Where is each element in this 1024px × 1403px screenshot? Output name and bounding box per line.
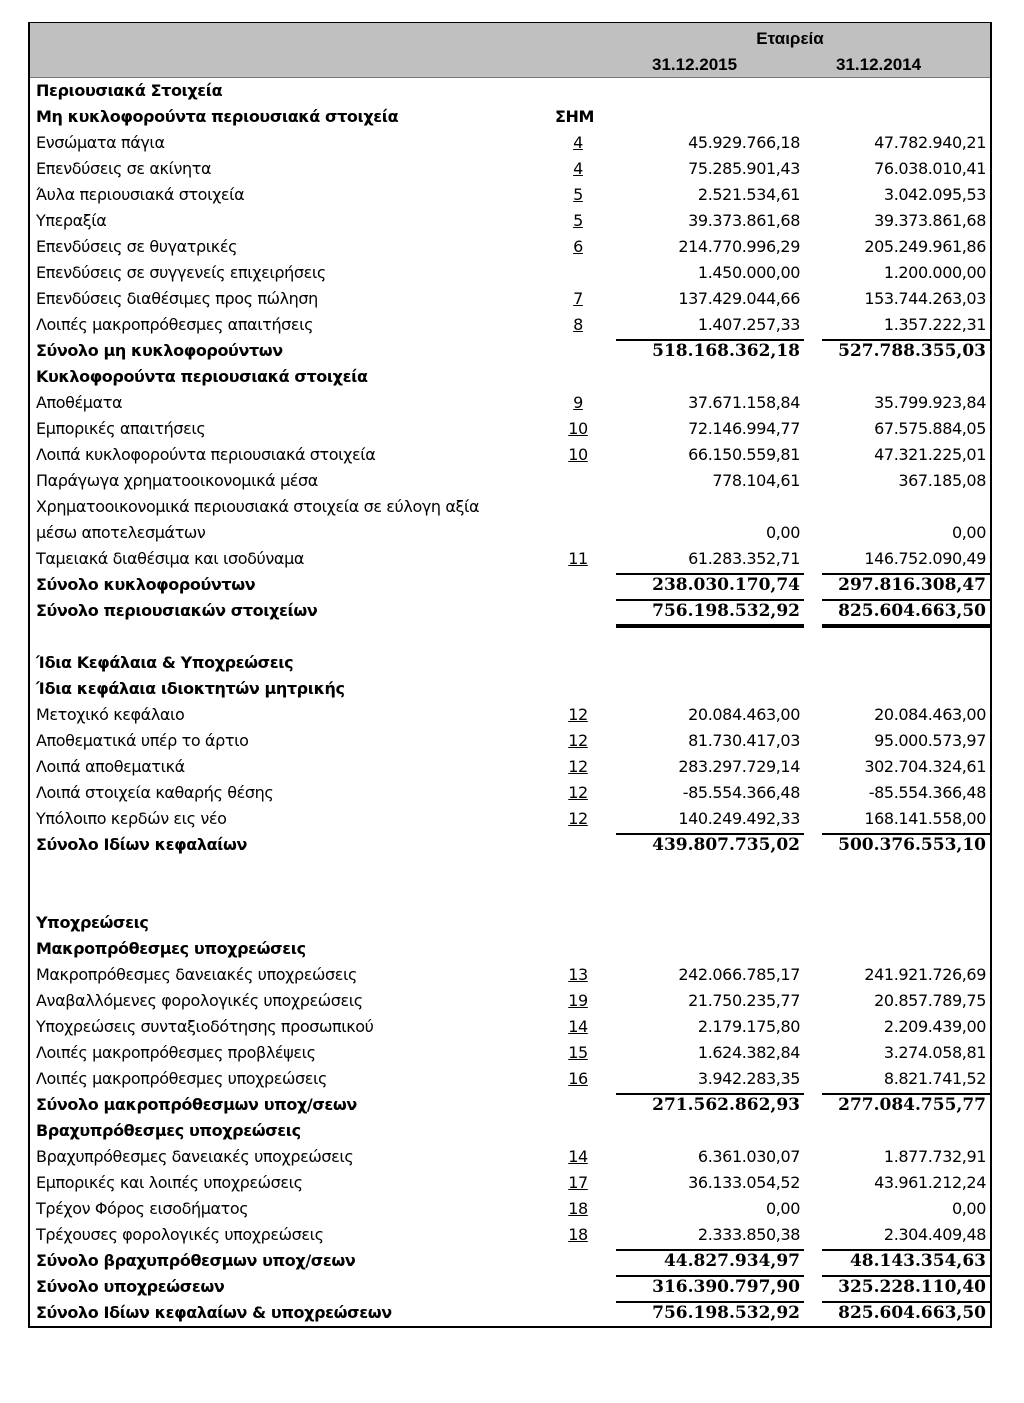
note-reference: 10 (568, 445, 588, 464)
row-label: Επενδύσεις σε συγγενείς επιχειρήσεις (36, 263, 326, 282)
row-label: Μετοχικό κεφάλαιο (36, 705, 185, 724)
value-2014: 3.274.058,81 (883, 1043, 986, 1062)
total-row (30, 832, 990, 858)
table-row (30, 702, 990, 728)
table-row (30, 468, 990, 494)
value-2014: 20.857.789,75 (874, 991, 986, 1010)
row-label: Αποθεματικά υπέρ το άρτιο (36, 731, 249, 750)
value-2015: 1.624.382,84 (697, 1043, 800, 1062)
note-reference: 11 (568, 549, 588, 568)
table-row (30, 416, 990, 442)
value-2014: 0,00 (951, 523, 986, 542)
value-2014: 168.141.558,00 (864, 809, 986, 828)
value-2015: 778.104,61 (712, 471, 800, 490)
table-row (30, 390, 990, 416)
row-label: Υπεραξία (36, 211, 107, 230)
row-label: Σύνολο κυκλοφορούντων (36, 575, 256, 594)
value-2014: 297.816.308,47 (826, 572, 986, 598)
date-column-2014: 31.12.2014 (836, 55, 922, 74)
note-reference: 18 (568, 1199, 588, 1218)
row-label: Λοιπά στοιχεία καθαρής θέσης (36, 783, 274, 802)
row-label: Άυλα περιουσιακά στοιχεία (36, 185, 245, 204)
note-reference: 14 (568, 1147, 588, 1166)
total-row (30, 1248, 990, 1274)
row-label: Μη κυκλοφορούντα περιουσιακά στοιχεία (36, 107, 399, 126)
value-2014: 3.042.095,53 (883, 185, 986, 204)
note-reference: 4 (573, 159, 583, 178)
value-2014: 2.304.409,48 (883, 1225, 986, 1244)
note-reference: 18 (568, 1225, 588, 1244)
value-2015: 75.285.901,43 (688, 159, 800, 178)
value-2014: 76.038.010,41 (874, 159, 986, 178)
note-reference: 4 (573, 133, 583, 152)
value-2014: 43.961.212,24 (874, 1173, 986, 1192)
row-label: Ίδια Κεφάλαια & Υποχρεώσεις (36, 653, 294, 672)
value-2015: 6.361.030,07 (697, 1147, 800, 1166)
table-row (30, 728, 990, 754)
value-2015: 21.750.235,77 (688, 991, 800, 1010)
value-2015: 756.198.532,92 (620, 1300, 800, 1326)
section-heading (30, 364, 990, 390)
row-label: Σύνολο Ιδίων κεφαλαίων & υποχρεώσεων (36, 1303, 392, 1322)
table-row (30, 962, 990, 988)
balance-sheet (28, 22, 992, 1328)
value-2014: 825.604.663,50 (826, 1300, 986, 1326)
value-2014: 146.752.090,49 (864, 549, 986, 568)
row-label: Σύνολο βραχυπρόθεσμων υποχ/σεων (36, 1251, 356, 1270)
value-2014: 2.209.439,00 (883, 1017, 986, 1036)
value-2014: 39.373.861,68 (874, 211, 986, 230)
value-2015: 238.030.170,74 (620, 572, 800, 598)
table-row (30, 208, 990, 234)
row-label: Ίδια κεφάλαια ιδιοκτητών μητρικής (36, 679, 345, 698)
grand-total-row (30, 598, 990, 624)
value-2015: 1.407.257,33 (697, 315, 800, 334)
row-label: Λοιπές μακροπρόθεσμες υποχρεώσεις (36, 1069, 327, 1088)
row-label: Τρέχουσες φορολογικές υποχρεώσεις (36, 1225, 324, 1244)
row-label: Μακροπρόθεσμες δανειακές υποχρεώσεις (36, 965, 357, 984)
table-row (30, 520, 990, 546)
row-label: μέσω αποτελεσμάτων (36, 523, 206, 542)
total-row (30, 338, 990, 364)
value-2015: 140.249.492,33 (678, 809, 800, 828)
note-reference: 19 (568, 991, 588, 1010)
table-row (30, 988, 990, 1014)
value-2014: 0,00 (951, 1199, 986, 1218)
value-2014: 67.575.884,05 (874, 419, 986, 438)
row-label: Υποχρεώσεις συνταξιοδότησης προσωπικού (36, 1017, 374, 1036)
table-row (30, 1196, 990, 1222)
value-2015: 20.084.463,00 (688, 705, 800, 724)
row-label: Σύνολο υποχρεώσεων (36, 1277, 225, 1296)
note-reference: 12 (568, 731, 588, 750)
table-row (30, 182, 990, 208)
value-2015: 2.521.534,61 (697, 185, 800, 204)
row-label: Υποχρεώσεις (36, 913, 149, 932)
value-2014: 1.877.732,91 (883, 1147, 986, 1166)
row-label: Λοιπές μακροπρόθεσμες απαιτήσεις (36, 315, 314, 334)
row-label: Μακροπρόθεσμες υποχρεώσεις (36, 939, 306, 958)
table-row (30, 234, 990, 260)
value-2014: 241.921.726,69 (864, 965, 986, 984)
note-reference: 5 (573, 185, 583, 204)
row-label: Σύνολο μη κυκλοφορούντων (36, 341, 283, 360)
row-label: Σύνολο Ιδίων κεφαλαίων (36, 835, 248, 854)
table-row (30, 1144, 990, 1170)
row-label: Εμπορικές και λοιπές υποχρεώσεις (36, 1173, 303, 1192)
row-label: Κυκλοφορούντα περιουσιακά στοιχεία (36, 367, 368, 386)
note-reference: 12 (568, 783, 588, 802)
table-row (30, 156, 990, 182)
note-reference: 14 (568, 1017, 588, 1036)
value-2015: 271.562.862,93 (620, 1092, 800, 1118)
value-2014: 47.782.940,21 (874, 133, 986, 152)
note-reference: 12 (568, 757, 588, 776)
section-heading (30, 936, 990, 962)
value-2015: 2.333.850,38 (697, 1225, 800, 1244)
note-reference: 9 (573, 393, 583, 412)
value-2014: 1.200.000,00 (883, 263, 986, 282)
row-label: Εμπορικές απαιτήσεις (36, 419, 206, 438)
section-heading (30, 1118, 990, 1144)
notes-column-header: ΣΗΜ (555, 107, 595, 126)
value-2015: 242.066.785,17 (678, 965, 800, 984)
row-label: Αναβαλλόμενες φορολογικές υποχρεώσεις (36, 991, 363, 1010)
table-header (30, 23, 990, 78)
section-heading (30, 676, 990, 702)
value-2015: 2.179.175,80 (697, 1017, 800, 1036)
table-row (30, 286, 990, 312)
value-2015: 45.929.766,18 (688, 133, 800, 152)
section-heading (30, 78, 990, 104)
note-reference: 17 (568, 1173, 588, 1192)
value-2015: 316.390.797,90 (620, 1274, 800, 1300)
row-label: Περιουσιακά Στοιχεία (36, 81, 223, 100)
value-2015: 39.373.861,68 (688, 211, 800, 230)
row-label: Βραχυπρόθεσμες δανειακές υποχρεώσεις (36, 1147, 354, 1166)
value-2015: 439.807.735,02 (620, 832, 800, 858)
value-2014: 527.788.355,03 (826, 338, 986, 364)
table-row (30, 1222, 990, 1248)
value-2015: 1.450.000,00 (697, 263, 800, 282)
value-2015: 72.146.994,77 (688, 419, 800, 438)
spacer-row (30, 858, 990, 884)
total-row (30, 1274, 990, 1300)
value-2014: 47.321.225,01 (874, 445, 986, 464)
value-2014: 325.228.110,40 (826, 1274, 986, 1300)
table-row (30, 1040, 990, 1066)
note-reference: 10 (568, 419, 588, 438)
value-2015: 283.297.729,14 (678, 757, 800, 776)
value-2015: 81.730.417,03 (688, 731, 800, 750)
table-row (30, 780, 990, 806)
value-2015: 214.770.996,29 (678, 237, 800, 256)
value-2015: 44.827.934,97 (620, 1248, 800, 1274)
section-heading (30, 910, 990, 936)
total-row (30, 572, 990, 598)
value-2014: 205.249.961,86 (864, 237, 986, 256)
value-2015: -85.554.366,48 (682, 783, 800, 802)
value-2014: 153.744.263,03 (864, 289, 986, 308)
row-label: Λοιπά κυκλοφορούντα περιουσιακά στοιχεία (36, 445, 376, 464)
row-label: Επενδύσεις σε θυγατρικές (36, 237, 238, 256)
value-2015: 0,00 (765, 523, 800, 542)
row-label: Λοιπές μακροπρόθεσμες προβλέψεις (36, 1043, 316, 1062)
row-label: Σύνολο περιουσιακών στοιχείων (36, 601, 318, 620)
note-reference: 7 (573, 289, 583, 308)
value-2015: 36.133.054,52 (688, 1173, 800, 1192)
value-2015: 37.671.158,84 (688, 393, 800, 412)
table-row (30, 754, 990, 780)
value-2015: 137.429.044,66 (678, 289, 800, 308)
section-heading (30, 650, 990, 676)
row-label: Επενδύσεις σε ακίνητα (36, 159, 212, 178)
value-2015: 518.168.362,18 (620, 338, 800, 364)
note-reference: 15 (568, 1043, 588, 1062)
row-label: Βραχυπρόθεσμες υποχρεώσεις (36, 1121, 301, 1140)
table-body (30, 78, 990, 1326)
value-2014: 825.604.663,50 (826, 598, 986, 624)
row-label: Ενσώματα πάγια (36, 133, 165, 152)
row-label: Υπόλοιπο κερδών εις νέο (36, 809, 227, 828)
table-row (30, 130, 990, 156)
total-row (30, 1092, 990, 1118)
row-label: Επενδύσεις διαθέσιμες προς πώληση (36, 289, 318, 308)
value-2014: 367.185,08 (898, 471, 986, 490)
table-row (30, 1170, 990, 1196)
date-column-2015: 31.12.2015 (652, 55, 738, 74)
note-reference: 8 (573, 315, 583, 334)
row-label: Αποθέματα (36, 393, 123, 412)
value-2014: 277.084.755,77 (826, 1092, 986, 1118)
total-row (30, 1300, 990, 1326)
value-2015: 756.198.532,92 (620, 598, 800, 624)
value-2014: 48.143.354,63 (826, 1248, 986, 1274)
spacer-row (30, 624, 990, 650)
row-label: Λοιπά αποθεματικά (36, 757, 185, 776)
company-column-title: Εταιρεία (756, 29, 824, 48)
row-label: Παράγωγα χρηματοοικονομικά μέσα (36, 471, 318, 490)
table-row (30, 494, 990, 520)
value-2014: 95.000.573,97 (874, 731, 986, 750)
value-2014: 8.821.741,52 (883, 1069, 986, 1088)
value-2015: 66.150.559,81 (688, 445, 800, 464)
table-row (30, 442, 990, 468)
table-row (30, 1014, 990, 1040)
table-row (30, 546, 990, 572)
value-2015: 61.283.352,71 (688, 549, 800, 568)
value-2014: 1.357.222,31 (883, 315, 986, 334)
value-2015: 3.942.283,35 (697, 1069, 800, 1088)
section-heading (30, 104, 990, 130)
value-2014: 500.376.553,10 (826, 832, 986, 858)
table-row (30, 260, 990, 286)
note-reference: 12 (568, 809, 588, 828)
value-2014: 302.704.324,61 (864, 757, 986, 776)
table-row (30, 1066, 990, 1092)
note-reference: 6 (573, 237, 583, 256)
row-label: Τρέχον Φόρος εισοδήματος (36, 1199, 249, 1218)
value-2014: 20.084.463,00 (874, 705, 986, 724)
value-2014: 35.799.923,84 (874, 393, 986, 412)
value-2015: 0,00 (765, 1199, 800, 1218)
note-reference: 5 (573, 211, 583, 230)
note-reference: 13 (568, 965, 588, 984)
note-reference: 16 (568, 1069, 588, 1088)
row-label: Χρηματοοικονομικά περιουσιακά στοιχεία σε εύλογη αξία (36, 497, 480, 516)
table-row (30, 312, 990, 338)
note-reference: 12 (568, 705, 588, 724)
row-label: Σύνολο μακροπρόθεσμων υποχ/σεων (36, 1095, 357, 1114)
row-label: Ταμειακά διαθέσιμα και ισοδύναμα (36, 549, 305, 568)
spacer-row (30, 884, 990, 910)
table-row (30, 806, 990, 832)
value-2014: -85.554.366,48 (868, 783, 986, 802)
